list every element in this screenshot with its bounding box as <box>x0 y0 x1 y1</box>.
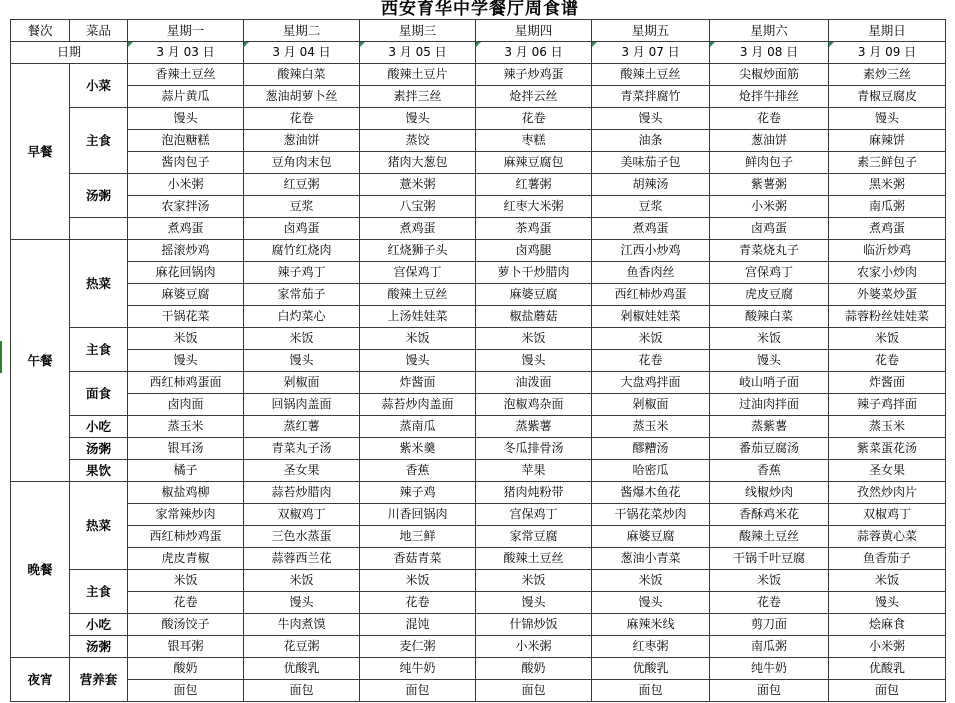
dish-type-label: 热菜 <box>70 240 128 328</box>
menu-item-cell: 优酸乳 <box>829 658 946 680</box>
menu-item-cell: 葱油胡萝卜丝 <box>244 86 360 108</box>
menu-item-cell: 鲜肉包子 <box>710 152 829 174</box>
menu-item-cell: 麻辣饼 <box>829 130 946 152</box>
menu-row <box>11 482 946 504</box>
menu-row <box>11 636 946 658</box>
menu-item-cell: 椒盐鸡柳 <box>128 482 244 504</box>
menu-row <box>11 152 946 174</box>
menu-item-cell: 蒸紫薯 <box>710 416 829 438</box>
date-row <box>11 42 946 64</box>
menu-item-cell: 萝卜干炒腊肉 <box>476 262 592 284</box>
menu-item-cell: 烩麻食 <box>829 614 946 636</box>
menu-item-cell: 米饭 <box>360 570 476 592</box>
menu-item-cell: 米饭 <box>710 328 829 350</box>
menu-item-cell: 摇滚炒鸡 <box>128 240 244 262</box>
menu-item-cell: 蒜蓉黄心菜 <box>829 526 946 548</box>
menu-item-cell: 花卷 <box>360 592 476 614</box>
header-day: 星期二 <box>244 20 360 42</box>
dish-type-label: 主食 <box>70 328 128 372</box>
menu-item-cell: 蒸玉米 <box>592 416 710 438</box>
menu-item-cell: 银耳粥 <box>128 636 244 658</box>
menu-row <box>11 86 946 108</box>
menu-item-cell: 蒸红薯 <box>244 416 360 438</box>
menu-row <box>11 526 946 548</box>
menu-row <box>11 350 946 372</box>
menu-item-cell: 川香回锅肉 <box>360 504 476 526</box>
menu-item-cell: 馒头 <box>476 592 592 614</box>
menu-row <box>11 306 946 328</box>
dish-type-label: 果饮 <box>70 460 128 482</box>
menu-item-cell: 米饭 <box>244 570 360 592</box>
menu-item-cell: 花卷 <box>710 108 829 130</box>
menu-item-cell: 虎皮豆腐 <box>710 284 829 306</box>
date-cell: 3 月 06 日 <box>476 42 592 64</box>
menu-row <box>11 658 946 680</box>
menu-item-cell: 过油肉拌面 <box>710 394 829 416</box>
menu-item-cell: 酸辣白菜 <box>710 306 829 328</box>
menu-item-cell: 农家小炒肉 <box>829 262 946 284</box>
menu-item-cell: 椒盐蘑菇 <box>476 306 592 328</box>
menu-item-cell: 煮鸡蛋 <box>360 218 476 240</box>
menu-item-cell: 小米粥 <box>829 636 946 658</box>
menu-item-cell: 蒸饺 <box>360 130 476 152</box>
date-label: 日期 <box>11 42 128 64</box>
menu-row <box>11 130 946 152</box>
menu-item-cell: 卤肉面 <box>128 394 244 416</box>
menu-item-cell: 剪刀面 <box>710 614 829 636</box>
date-cell: 3 月 09 日 <box>829 42 946 64</box>
date-cell: 3 月 05 日 <box>360 42 476 64</box>
menu-item-cell: 猪肉炖粉带 <box>476 482 592 504</box>
menu-item-cell: 青椒豆腐皮 <box>829 86 946 108</box>
menu-item-cell: 酸辣土豆丝 <box>592 64 710 86</box>
menu-item-cell: 干锅千叶豆腐 <box>710 548 829 570</box>
meal-label: 夜宵 <box>11 658 70 702</box>
menu-item-cell: 香菇青菜 <box>360 548 476 570</box>
menu-item-cell: 馒头 <box>829 108 946 130</box>
menu-item-cell: 优酸乳 <box>592 658 710 680</box>
menu-item-cell: 酸辣土豆丝 <box>360 284 476 306</box>
menu-item-cell: 泡椒鸡杂面 <box>476 394 592 416</box>
menu-item-cell: 麻辣豆腐包 <box>476 152 592 174</box>
menu-item-cell: 孜然炒肉片 <box>829 482 946 504</box>
menu-item-cell: 上汤娃娃菜 <box>360 306 476 328</box>
menu-item-cell: 豆浆 <box>244 196 360 218</box>
menu-item-cell: 素三鲜包子 <box>829 152 946 174</box>
menu-item-cell: 酸汤饺子 <box>128 614 244 636</box>
menu-item-cell: 米饭 <box>592 328 710 350</box>
menu-item-cell: 小米粥 <box>710 196 829 218</box>
menu-item-cell: 花卷 <box>244 108 360 130</box>
menu-item-cell: 西红柿炒鸡蛋 <box>128 526 244 548</box>
menu-item-cell: 优酸乳 <box>244 658 360 680</box>
header-row <box>11 20 946 42</box>
menu-item-cell: 煮鸡蛋 <box>592 218 710 240</box>
menu-item-cell: 香辣土豆丝 <box>128 64 244 86</box>
menu-item-cell: 纯牛奶 <box>710 658 829 680</box>
dish-type-label: 面食 <box>70 372 128 416</box>
menu-item-cell: 青菜拌腐竹 <box>592 86 710 108</box>
menu-item-cell: 紫菜蛋花汤 <box>829 438 946 460</box>
header-day: 星期四 <box>476 20 592 42</box>
menu-item-cell: 馒头 <box>476 350 592 372</box>
menu-item-cell: 猪肉大葱包 <box>360 152 476 174</box>
header-day: 星期六 <box>710 20 829 42</box>
menu-item-cell: 蒜苔炒腊肉 <box>244 482 360 504</box>
menu-item-cell: 胡辣汤 <box>592 174 710 196</box>
menu-item-cell: 圣女果 <box>829 460 946 482</box>
menu-item-cell: 蒸南瓜 <box>360 416 476 438</box>
menu-item-cell: 米饭 <box>829 570 946 592</box>
menu-item-cell: 虎皮青椒 <box>128 548 244 570</box>
menu-item-cell: 馒头 <box>592 592 710 614</box>
row-selection-marker <box>0 341 2 373</box>
dish-type-label: 小吃 <box>70 614 128 636</box>
menu-item-cell: 油泼面 <box>476 372 592 394</box>
menu-item-cell: 鱼香肉丝 <box>592 262 710 284</box>
menu-item-cell: 红枣粥 <box>592 636 710 658</box>
menu-item-cell: 馒头 <box>360 350 476 372</box>
menu-item-cell: 花卷 <box>829 350 946 372</box>
menu-item-cell: 黑米粥 <box>829 174 946 196</box>
menu-item-cell: 紫薯粥 <box>710 174 829 196</box>
menu-item-cell: 线椒炒肉 <box>710 482 829 504</box>
menu-item-cell: 小米粥 <box>476 636 592 658</box>
menu-row <box>11 262 946 284</box>
dish-type-label: 主食 <box>70 570 128 614</box>
menu-item-cell: 剁椒面 <box>244 372 360 394</box>
menu-item-cell: 干锅花菜炒肉 <box>592 504 710 526</box>
menu-item-cell: 米饭 <box>476 570 592 592</box>
menu-item-cell: 香酥鸡米花 <box>710 504 829 526</box>
menu-item-cell: 面包 <box>710 680 829 702</box>
menu-item-cell: 西红柿鸡蛋面 <box>128 372 244 394</box>
menu-item-cell: 馒头 <box>360 108 476 130</box>
menu-item-cell: 馒头 <box>710 350 829 372</box>
menu-item-cell: 辣子炒鸡蛋 <box>476 64 592 86</box>
menu-item-cell: 蒜苔炒肉盖面 <box>360 394 476 416</box>
menu-item-cell: 辣子鸡拌面 <box>829 394 946 416</box>
menu-item-cell: 冬瓜排骨汤 <box>476 438 592 460</box>
menu-item-cell: 麻婆豆腐 <box>128 284 244 306</box>
dish-type-label: 小吃 <box>70 416 128 438</box>
menu-item-cell: 辣子鸡丁 <box>244 262 360 284</box>
menu-item-cell: 农家拌汤 <box>128 196 244 218</box>
menu-item-cell: 地三鲜 <box>360 526 476 548</box>
menu-item-cell: 蒜蓉粉丝娃娃菜 <box>829 306 946 328</box>
page-title: 西安育华中学餐厅周食谱 <box>381 0 579 19</box>
menu-item-cell: 宫保鸡丁 <box>476 504 592 526</box>
menu-item-cell: 花豆粥 <box>244 636 360 658</box>
menu-item-cell: 馒头 <box>592 108 710 130</box>
menu-item-cell: 葱油小青菜 <box>592 548 710 570</box>
menu-item-cell: 面包 <box>592 680 710 702</box>
menu-item-cell: 炸酱面 <box>360 372 476 394</box>
menu-item-cell: 剁椒面 <box>592 394 710 416</box>
menu-row <box>11 372 946 394</box>
menu-item-cell: 葱油饼 <box>244 130 360 152</box>
menu-item-cell: 南瓜粥 <box>829 196 946 218</box>
menu-item-cell: 红薯粥 <box>476 174 592 196</box>
menu-item-cell: 江西小炒鸡 <box>592 240 710 262</box>
menu-item-cell: 油条 <box>592 130 710 152</box>
menu-item-cell: 红枣大米粥 <box>476 196 592 218</box>
menu-item-cell: 蒸玉米 <box>128 416 244 438</box>
menu-item-cell: 红豆粥 <box>244 174 360 196</box>
dish-type-label: 汤粥 <box>70 174 128 218</box>
header-day: 星期三 <box>360 20 476 42</box>
menu-item-cell: 米饭 <box>476 328 592 350</box>
menu-item-cell: 薏米粥 <box>360 174 476 196</box>
dish-type-label: 热菜 <box>70 482 128 570</box>
menu-item-cell: 家常茄子 <box>244 284 360 306</box>
menu-row <box>11 218 946 240</box>
menu-row <box>11 196 946 218</box>
menu-item-cell: 醪糟汤 <box>592 438 710 460</box>
menu-item-cell: 酸辣土豆丝 <box>710 526 829 548</box>
menu-item-cell: 家常辣炒肉 <box>128 504 244 526</box>
meal-label: 早餐 <box>11 64 70 240</box>
menu-row <box>11 394 946 416</box>
menu-item-cell: 宫保鸡丁 <box>710 262 829 284</box>
menu-item-cell: 豆角肉末包 <box>244 152 360 174</box>
menu-item-cell: 素拌三丝 <box>360 86 476 108</box>
menu-item-cell: 大盘鸡拌面 <box>592 372 710 394</box>
menu-item-cell: 蒸玉米 <box>829 416 946 438</box>
menu-item-cell: 卤鸡腿 <box>476 240 592 262</box>
dish-type-label: 汤粥 <box>70 438 128 460</box>
menu-item-cell: 回锅肉盖面 <box>244 394 360 416</box>
menu-item-cell: 面包 <box>244 680 360 702</box>
menu-item-cell: 米饭 <box>710 570 829 592</box>
menu-row <box>11 592 946 614</box>
menu-item-cell: 酱肉包子 <box>128 152 244 174</box>
menu-item-cell: 小米粥 <box>128 174 244 196</box>
menu-item-cell: 橘子 <box>128 460 244 482</box>
menu-item-cell: 红烧狮子头 <box>360 240 476 262</box>
menu-item-cell: 双椒鸡丁 <box>244 504 360 526</box>
menu-item-cell: 茶鸡蛋 <box>476 218 592 240</box>
menu-item-cell: 白灼菜心 <box>244 306 360 328</box>
menu-item-cell: 家常豆腐 <box>476 526 592 548</box>
menu-item-cell: 花卷 <box>128 592 244 614</box>
menu-item-cell: 麻婆豆腐 <box>592 526 710 548</box>
menu-row <box>11 548 946 570</box>
menu-item-cell: 米饭 <box>360 328 476 350</box>
menu-item-cell: 西红柿炒鸡蛋 <box>592 284 710 306</box>
menu-item-cell: 香蕉 <box>360 460 476 482</box>
weekly-menu-table <box>10 19 946 702</box>
menu-item-cell: 酸辣土豆丝 <box>476 548 592 570</box>
menu-item-cell: 临沂炒鸡 <box>829 240 946 262</box>
menu-item-cell: 卤鸡蛋 <box>244 218 360 240</box>
menu-item-cell: 米饭 <box>128 570 244 592</box>
menu-item-cell: 煮鸡蛋 <box>829 218 946 240</box>
menu-item-cell: 紫米羹 <box>360 438 476 460</box>
menu-row <box>11 438 946 460</box>
menu-row <box>11 64 946 86</box>
menu-item-cell: 枣糕 <box>476 130 592 152</box>
menu-item-cell: 蒜片黄瓜 <box>128 86 244 108</box>
menu-item-cell: 酸辣土豆片 <box>360 64 476 86</box>
menu-item-cell: 三色水蒸蛋 <box>244 526 360 548</box>
menu-item-cell: 香蕉 <box>710 460 829 482</box>
menu-item-cell: 麻辣米线 <box>592 614 710 636</box>
header-meal: 餐次 <box>11 20 70 42</box>
menu-row <box>11 328 946 350</box>
meal-label: 午餐 <box>11 240 70 482</box>
menu-item-cell: 面包 <box>476 680 592 702</box>
menu-item-cell: 蒜蓉西兰花 <box>244 548 360 570</box>
menu-item-cell: 卤鸡蛋 <box>710 218 829 240</box>
menu-item-cell: 剁椒娃娃菜 <box>592 306 710 328</box>
menu-item-cell: 酸奶 <box>476 658 592 680</box>
header-dish-type: 菜品 <box>70 20 128 42</box>
menu-item-cell: 南瓜粥 <box>710 636 829 658</box>
menu-item-cell: 馒头 <box>829 592 946 614</box>
menu-item-cell: 青菜丸子汤 <box>244 438 360 460</box>
menu-row <box>11 570 946 592</box>
header-day: 星期日 <box>829 20 946 42</box>
menu-item-cell: 牛肉煮馍 <box>244 614 360 636</box>
menu-item-cell: 面包 <box>128 680 244 702</box>
menu-item-cell: 素炒三丝 <box>829 64 946 86</box>
dish-type-label: 汤粥 <box>70 636 128 658</box>
menu-item-cell: 鱼香茄子 <box>829 548 946 570</box>
menu-item-cell: 面包 <box>829 680 946 702</box>
menu-item-cell: 蒸紫薯 <box>476 416 592 438</box>
menu-item-cell: 馒头 <box>244 592 360 614</box>
menu-item-cell: 干锅花菜 <box>128 306 244 328</box>
menu-item-cell: 哈密瓜 <box>592 460 710 482</box>
menu-item-cell: 麻婆豆腐 <box>476 284 592 306</box>
menu-item-cell: 米饭 <box>244 328 360 350</box>
header-day: 星期五 <box>592 20 710 42</box>
dish-type-label: 营养套 <box>70 658 128 702</box>
menu-row <box>11 174 946 196</box>
menu-item-cell: 宫保鸡丁 <box>360 262 476 284</box>
menu-row <box>11 460 946 482</box>
menu-item-cell: 青菜烧丸子 <box>710 240 829 262</box>
menu-row <box>11 614 946 636</box>
menu-item-cell: 外婆菜炒蛋 <box>829 284 946 306</box>
menu-item-cell: 泡泡糖糕 <box>128 130 244 152</box>
menu-item-cell: 馒头 <box>244 350 360 372</box>
menu-item-cell: 岐山哨子面 <box>710 372 829 394</box>
menu-item-cell: 豆浆 <box>592 196 710 218</box>
menu-row <box>11 108 946 130</box>
menu-item-cell: 麻花回锅肉 <box>128 262 244 284</box>
date-cell: 3 月 04 日 <box>244 42 360 64</box>
menu-item-cell: 馒头 <box>128 108 244 130</box>
date-cell: 3 月 07 日 <box>592 42 710 64</box>
menu-item-cell: 混饨 <box>360 614 476 636</box>
menu-item-cell: 苹果 <box>476 460 592 482</box>
menu-item-cell: 圣女果 <box>244 460 360 482</box>
dish-type-label: 主食 <box>70 108 128 174</box>
meal-label: 晚餐 <box>11 482 70 658</box>
menu-item-cell: 银耳汤 <box>128 438 244 460</box>
dish-type-label: 小菜 <box>70 64 128 108</box>
menu-item-cell: 炝拌牛排丝 <box>710 86 829 108</box>
menu-item-cell: 葱油饼 <box>710 130 829 152</box>
menu-item-cell: 番茄豆腐汤 <box>710 438 829 460</box>
menu-item-cell: 炝拌云丝 <box>476 86 592 108</box>
menu-item-cell: 八宝粥 <box>360 196 476 218</box>
dish-type-empty <box>70 218 128 240</box>
menu-item-cell: 煮鸡蛋 <box>128 218 244 240</box>
menu-item-cell: 双椒鸡丁 <box>829 504 946 526</box>
menu-row <box>11 504 946 526</box>
menu-item-cell: 纯牛奶 <box>360 658 476 680</box>
menu-item-cell: 花卷 <box>710 592 829 614</box>
menu-item-cell: 腐竹红烧肉 <box>244 240 360 262</box>
menu-item-cell: 麦仁粥 <box>360 636 476 658</box>
header-day: 星期一 <box>128 20 244 42</box>
menu-row <box>11 284 946 306</box>
menu-item-cell: 尖椒炒面筋 <box>710 64 829 86</box>
menu-item-cell: 花卷 <box>592 350 710 372</box>
date-cell: 3 月 03 日 <box>128 42 244 64</box>
menu-row <box>11 680 946 702</box>
menu-item-cell: 米饭 <box>829 328 946 350</box>
menu-row <box>11 416 946 438</box>
date-cell: 3 月 08 日 <box>710 42 829 64</box>
menu-item-cell: 美味茄子包 <box>592 152 710 174</box>
menu-item-cell: 酸辣白菜 <box>244 64 360 86</box>
menu-item-cell: 炸酱面 <box>829 372 946 394</box>
menu-item-cell: 馒头 <box>128 350 244 372</box>
menu-item-cell: 酱爆木鱼花 <box>592 482 710 504</box>
menu-item-cell: 米饭 <box>592 570 710 592</box>
menu-row <box>11 240 946 262</box>
menu-item-cell: 米饭 <box>128 328 244 350</box>
menu-item-cell: 酸奶 <box>128 658 244 680</box>
menu-item-cell: 花卷 <box>476 108 592 130</box>
menu-item-cell: 面包 <box>360 680 476 702</box>
menu-item-cell: 辣子鸡 <box>360 482 476 504</box>
menu-item-cell: 什锦炒饭 <box>476 614 592 636</box>
